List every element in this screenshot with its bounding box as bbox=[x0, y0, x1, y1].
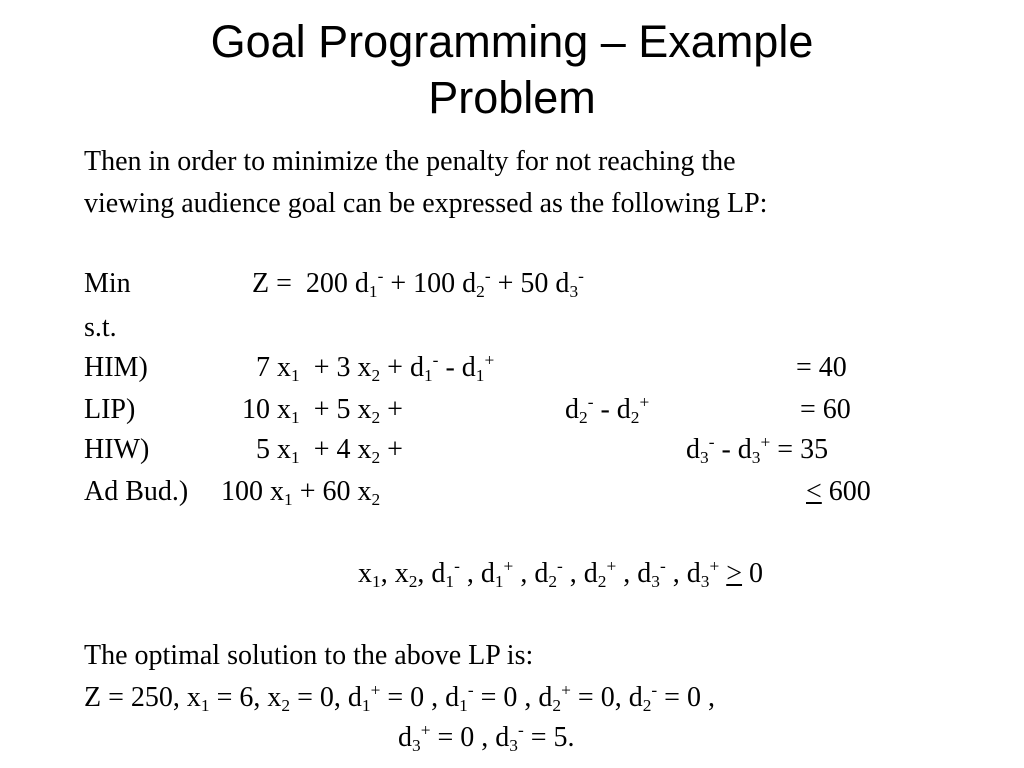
constraint-lip-label: LIP) bbox=[84, 394, 136, 425]
nonnegativity-constraint: $x_1$, $x_2$, $d_1^-$ , $d_1^+$ , $d_2^-$ , $d_2^+$ , $d_3^-$ , $d_3^+ > 0$ bbox=[358, 556, 764, 591]
constraint-hiw-deviation: $d_3^- - d_3^+ = 35$ bbox=[686, 432, 829, 467]
constraint-him-rhs: = 40 bbox=[796, 352, 847, 383]
subject-to-label: s.t. bbox=[84, 312, 117, 343]
solution-line-2: $d_3^+ = 0$ , $d_3^- = 5$. bbox=[398, 720, 575, 755]
intro-line-2: viewing audience goal can be expressed as the following LP: bbox=[84, 188, 768, 219]
constraint-lip-deviation: $d_2^- - d_2^+$ bbox=[565, 392, 650, 427]
solution-intro: The optimal solution to the above LP is: bbox=[84, 640, 534, 671]
constraint-hiw-label: HIW) bbox=[84, 434, 150, 465]
constraint-hiw-lhs: 5 $x_1 + 4$ $x_2$ + bbox=[256, 434, 403, 467]
objective-expression: Z = 200 $d_1^- + 100$ $d_2^- + 50$ $d_3^-$ bbox=[252, 266, 584, 301]
objective-label: Min bbox=[84, 268, 131, 299]
constraint-adbud-label: Ad Bud.) bbox=[84, 476, 189, 507]
constraint-adbud-lhs: 100 $x_1 + 60$ $x_2$ bbox=[221, 476, 381, 509]
title-line-2: Problem bbox=[428, 72, 596, 123]
constraint-lip-lhs: 10 $x_1 + 5$ $x_2$ + bbox=[242, 394, 403, 427]
title-line-1: Goal Programming – Example bbox=[210, 16, 814, 67]
constraint-lip-rhs: = 60 bbox=[800, 394, 851, 425]
slide-title bbox=[0, 14, 1024, 126]
constraint-adbud-rhs: < 600 bbox=[806, 476, 871, 507]
solution-line-1: Z = 250, $x_1 = 6$, $x_2 = 0$, $d_1^+ = 0$ , $d_1^- = 0$ , $d_2^+ = 0$, $d_2^- = 0$ , bbox=[84, 680, 715, 715]
constraint-him-label: HIM) bbox=[84, 352, 148, 383]
constraint-him-lhs: 7 $x_1 + 3$ $x_2 + d_1^- - d_1^+$ bbox=[256, 350, 495, 385]
intro-line-1: Then in order to minimize the penalty for not reaching the bbox=[84, 146, 736, 177]
